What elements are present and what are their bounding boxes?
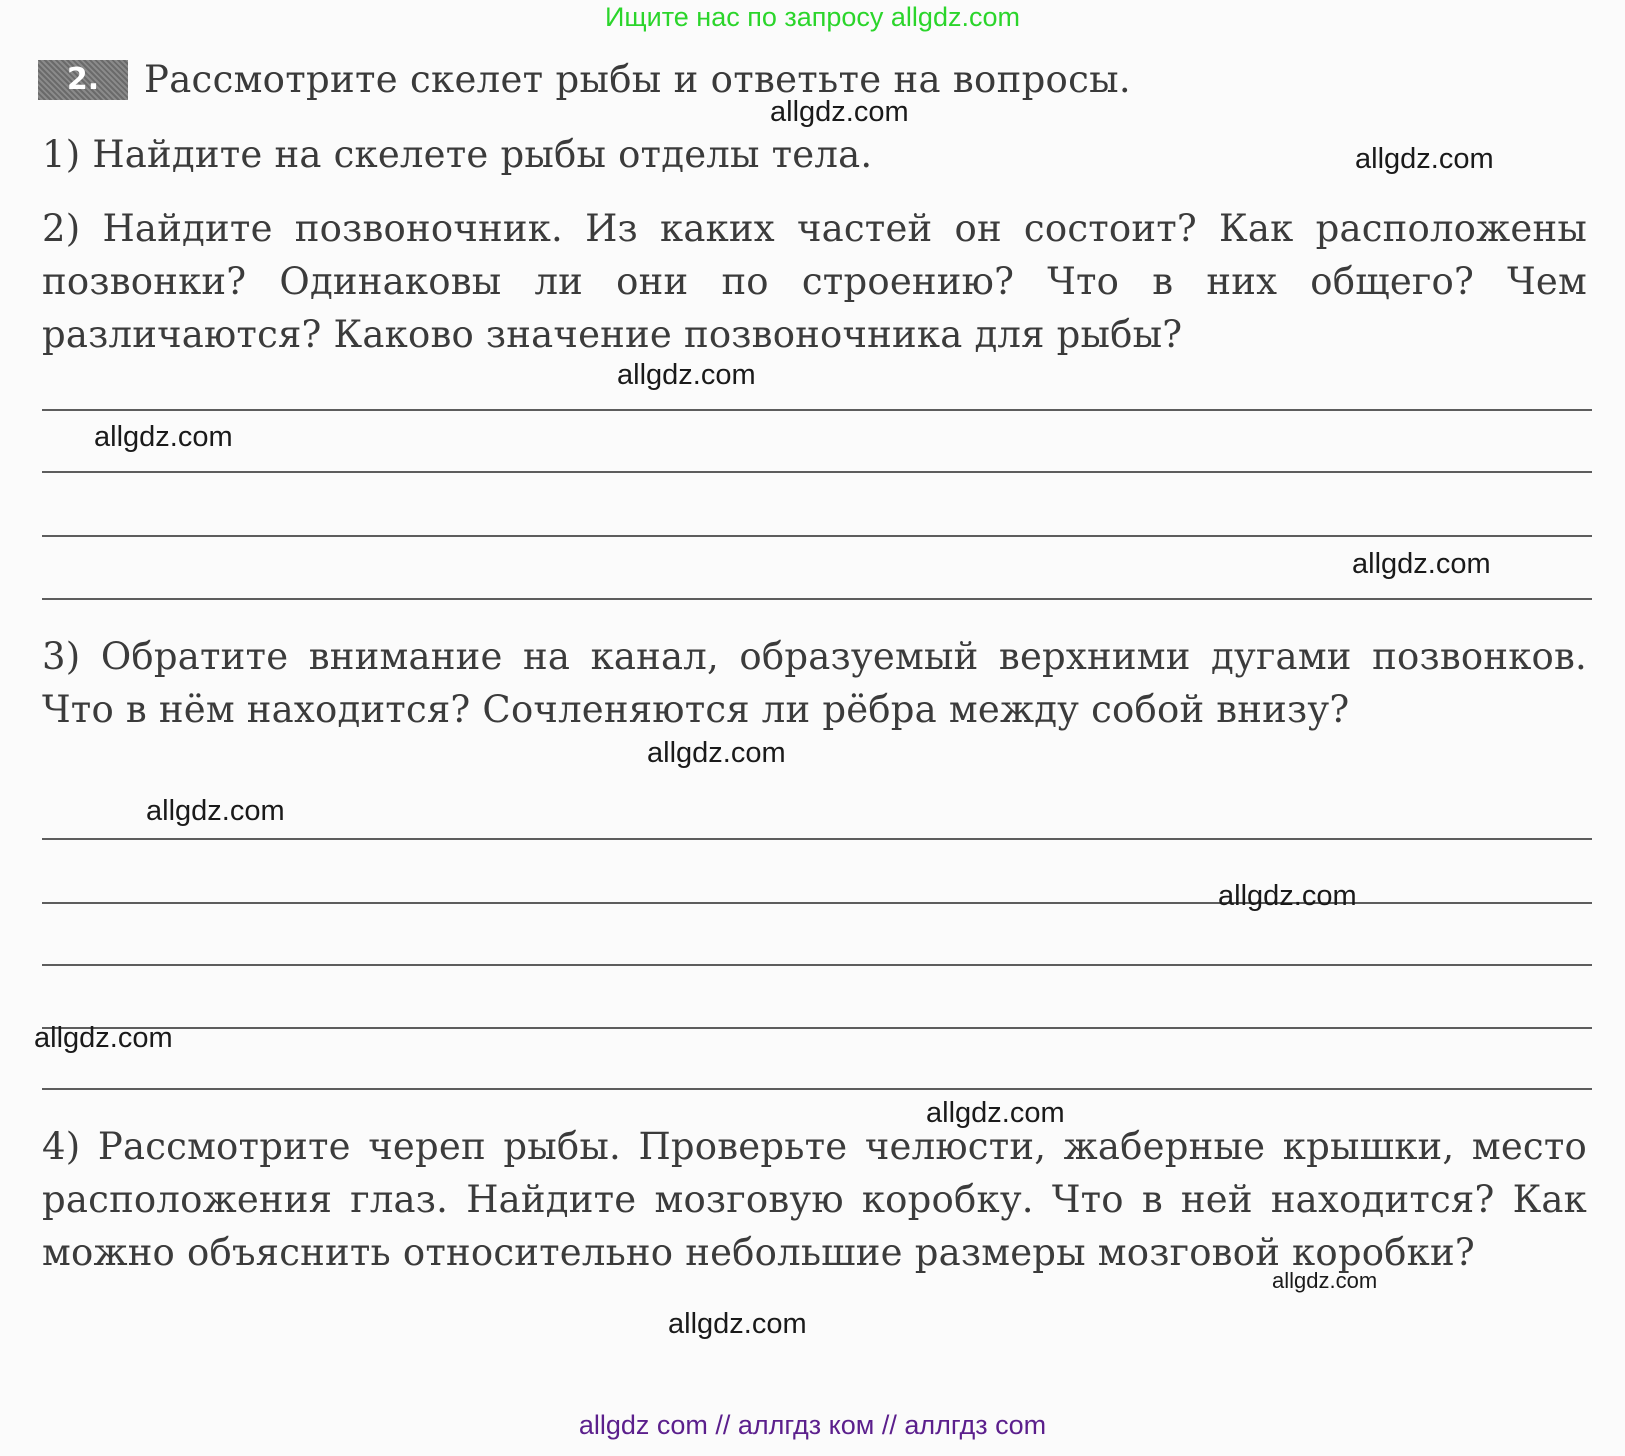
watermark: allgdz.com [1352,548,1491,580]
answer-line[interactable] [42,1027,1592,1029]
answer-line[interactable] [42,838,1592,840]
question-4: 4) Рассмотрите череп рыбы. Проверьте челюсти, жаберные крышки, место расположения глаз. Найдите мозговую коробку. Что в ней находится? Как можно объяснить относительно небольшие размеры мозговой коробки? [42,1125,1587,1274]
watermark: allgdz.com [1218,880,1357,912]
footer-watermark: allgdz com // аллгдз ком // аллгдз com [578,1410,1047,1440]
task-number-badge: 2. [38,60,128,100]
answer-line[interactable] [42,1088,1592,1090]
question-1: 1) Найдите на скелете рыбы отделы тела. [42,133,873,176]
watermark: allgdz.com [34,1022,173,1054]
answer-line[interactable] [42,471,1592,473]
answer-line[interactable] [42,902,1592,904]
question-2: 2) Найдите позвоночник. Из каких частей он состоит? Как расположены позвонки? Одинаковы ли они по строению? Что в них общего? Чем различаются? Каково значение позвоночника для рыбы? [42,207,1587,356]
answer-line[interactable] [42,964,1592,966]
watermark: allgdz.com [94,421,233,453]
watermark: allgdz.com [1355,143,1494,175]
watermark: allgdz.com [1272,1268,1378,1293]
question-3: 3) Обратите внимание на канал, образуемый верхними дугами позвонков. Что в нём находится? Сочленяются ли рёбра между собой внизу? [42,635,1587,731]
watermark: allgdz.com [926,1097,1065,1129]
task-title: Рассмотрите скелет рыбы и ответьте на вопросы. [144,58,1131,101]
watermark: allgdz.com [770,96,909,128]
watermark: allgdz.com [647,737,786,769]
answer-line[interactable] [42,409,1592,411]
watermark: allgdz.com [617,359,756,391]
top-banner: Ищите нас по запросу allgdz.com [605,2,1020,32]
task-header [38,58,1131,101]
answer-line[interactable] [42,598,1592,600]
watermark: allgdz.com [146,795,285,827]
answer-line[interactable] [42,535,1592,537]
watermark: allgdz.com [668,1308,807,1340]
